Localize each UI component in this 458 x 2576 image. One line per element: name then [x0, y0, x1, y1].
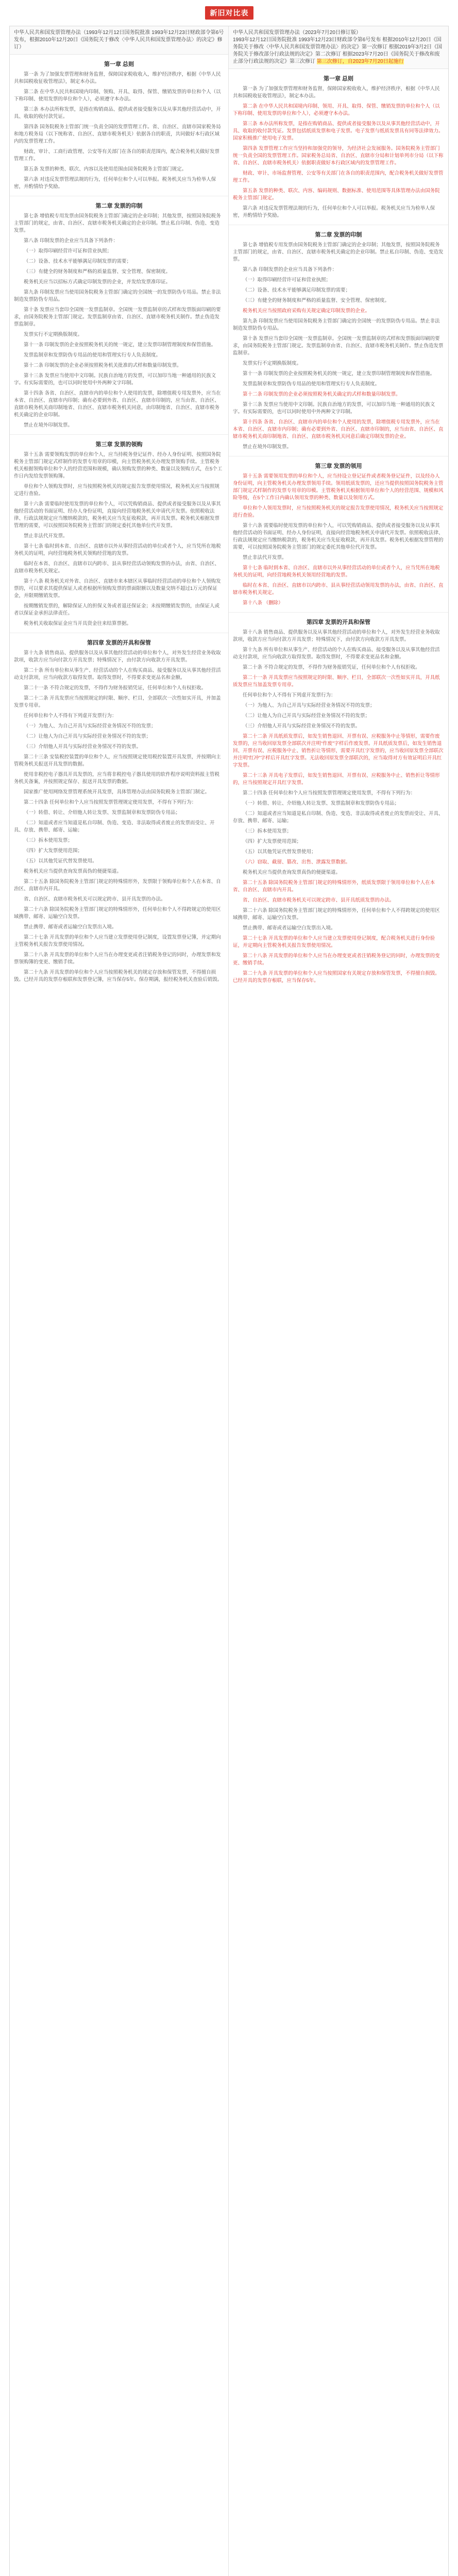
- right-article-paragraph: 第九条 印制发票应当使用国务院税务主管部门确定的全国统一的发票防伪专用品。禁止非法制造发票防伪专用品。: [233, 318, 440, 331]
- new-version-header: [229, 26, 448, 69]
- right-article-paragraph: 禁止在境外印制发票。: [243, 444, 292, 450]
- left-article-paragraph: 使用非税控电子器具开具发票的，应当将非税控电子器具使用的软件程序说明资料报主管税务机关备案，并按照规定保存、报送开具发票的数据。: [14, 772, 220, 785]
- right-article-paragraph: 第二十八条 开具发票的单位和个人应当在办理变更或者注销税务登记的同时，办理发票的变更、缴销手续。: [233, 953, 440, 966]
- left-article-paragraph: 第四条 国务院税务主管部门统一负责全国的发票管理工作。省、自治区、直辖市国家税务局和地方税务局（以下统称省、自治区、直辖市税务机关）依据各自的职责，共同做好本行政区域内的发票管理工作。: [14, 124, 221, 144]
- left-chapter: [10, 196, 228, 434]
- left-article-paragraph: 任何单位和个人不得有下列虚开发票行为：: [24, 713, 117, 719]
- left-chapter-title: 第一章 总则: [104, 61, 134, 67]
- right-article-paragraph: （三）介绍他人开具与实际经营业务情况不符的发票。: [243, 723, 361, 729]
- left-article-paragraph: 第十九条 销售商品、提供服务以及从事其他经营活动的单位和个人，对外发生经营业务收取款项，收款方应当向付款方开具发票；特殊情况下，由付款方向收款方开具发票。: [14, 650, 221, 663]
- right-article-paragraph: 发票实行不定期换版制度。: [243, 361, 302, 366]
- right-article-paragraph: （二）设备、技术水平能够满足印制发票的需要；: [243, 287, 351, 293]
- left-article-paragraph: 禁止携带、邮寄或者运输空白发票出入境。: [24, 924, 117, 930]
- left-chapter-title: 第三章 发票的领购: [95, 442, 143, 448]
- right-article-paragraph: （三）有健全的财务制度和严格的质量监督、安全管理、保密制度。: [243, 298, 390, 303]
- left-article-paragraph: 第十三条 发票应当使用中文印制。民族自治地方的发票，可以加印当地一种通用的民族文字。有实际需要的，也可以同时使用中外两种文字印制。: [14, 373, 216, 386]
- right-article-paragraph: 第一条 为了加强发票管理和财务监督，保障国家税收收入，维护经济秩序，根据《中华人民共和国税收征收管理法》，制定本办法。: [233, 86, 440, 99]
- left-article-paragraph: 第三条 本办法所称发票，是指在购销商品、提供或者接受服务以及从事其他经营活动中，开具、收取的收付款凭证。: [14, 107, 221, 120]
- left-article-paragraph: （一）为他人、为自己开具与实际经营业务情况不符的发票；: [24, 723, 156, 729]
- right-article-paragraph: 第二十四条 任何单位和个人应当按照发票管理规定使用发票，不得有下列行为：: [243, 790, 416, 796]
- right-article-paragraph: 第十四条 各省、自治区、直辖市内的单位和个人使用的发票，除增值税专用发票外，应当在本省、自治区、直辖市内印制；确有必要到外省、自治区、直辖市印制的，应当由省、自治区、直辖市税务机关商印制地省、自治区、直辖市税务机关同意后确定印制发票的企业。: [233, 419, 444, 439]
- left-article-paragraph: 第十四条 各省、自治区、直辖市内的单位和个人使用的发票，除增值税专用发票外，应当在本省、自治区、直辖市内印制；确有必要到外省、自治区、直辖市印制的，应当由省、自治区、直辖市税务机关商印制地省、自治区、直辖市税务机关同意，由印制地省、自治区、直辖市税务机关确定的企业印制。: [14, 391, 221, 418]
- new-version-column: [229, 26, 448, 2576]
- right-article-paragraph: 第四条 发票管理工作应当坚持和加强党的领导，为经济社会发展服务。国务院税务主管部门统一负责全国的发票管理工作。国家税务总局省、自治区、直辖市分局和计划单列市分局（以下称省、自治区、直辖市税务机关）依据职责做好本行政区域内的发票管理工作。: [233, 146, 444, 166]
- right-article-paragraph: （一）为他人、为自己开具与实际经营业务情况不符的发票；: [243, 703, 375, 708]
- left-article-paragraph: 第二十一条 不符合规定的发票，不得作为财务报销凭证，任何单位和个人有权拒收。: [24, 685, 207, 691]
- left-article-paragraph: 禁止在境外印制发票。: [24, 422, 73, 428]
- right-article-paragraph: （六）窃取、截留、篡改、出售、泄露发票数据。: [243, 859, 351, 865]
- left-article-paragraph: 第六条 对违反发票管理法规的行为，任何单位和个人可以举报。税务机关应当为检举人保密，并酌情给予奖励。: [14, 177, 216, 190]
- right-chapter: [229, 456, 448, 612]
- left-article-paragraph: 第二十八条 开具发票的单位和个人应当在办理变更或者注销税务登记的同时，办理发票和发票领购簿的变更、缴销手续。: [14, 952, 221, 965]
- left-article-paragraph: （一）转借、转让、介绍他人转让发票、发票监制章和发票防伪专用品；: [24, 810, 181, 816]
- left-article-paragraph: （二）让他人为自己开具与实际经营业务情况不符的发票；: [24, 734, 151, 739]
- left-article-paragraph: 第二十五条 除国务院税务主管部门规定的特殊情形外，发票限于领购单位和个人在本省、自治区、直辖市内开具。: [14, 879, 221, 892]
- left-chapter: [10, 55, 228, 196]
- right-article-paragraph: 第二十一条 开具发票应当按照规定的时限、顺序、栏目，全部联次一次性如实开具，开具纸质发票应当加盖发票专用章。: [233, 675, 440, 688]
- right-article-paragraph: （四）扩大发票使用范围；: [243, 839, 302, 844]
- left-article-paragraph: 税务机关应当以招标方式确定印制发票的企业，并发给发票准印证。: [24, 279, 171, 285]
- left-article-paragraph: （二）知道或者应当知道是私自印制、伪造、变造、非法取得或者废止的发票而受让、开具、存放、携带、邮寄、运输；: [14, 820, 215, 833]
- right-chapter: [229, 225, 448, 456]
- left-article-paragraph: 第五条 发票的种类、联次、内容以及使用范围由国务院税务主管部门规定。: [24, 166, 187, 172]
- old-version-column: [10, 26, 229, 2576]
- old-version-header: 中华人民共和国发票管理办法（1993年12月12日国务院批准 1993年12月23日财政部令第6号发布，根据2010年12月20日《国务院关于修改〈中华人民共和国发票管理办法〉的决定》修订）: [10, 26, 228, 55]
- left-article-paragraph: 第二十三条 安装税控装置的单位和个人，应当按照规定使用税控装置开具发票，并按期向主管税务机关报送开具发票的数据。: [14, 754, 221, 767]
- left-article-paragraph: （四）扩大发票使用范围；: [24, 848, 83, 854]
- right-article-paragraph: 禁止非法代开发票。: [243, 555, 287, 561]
- left-article-paragraph: 第十条 发票应当套印全国统一发票监制章。全国统一发票监制章的式样和发票版面印刷的要求，由国务院税务主管部门规定。发票监制章由省、自治区、直辖市税务机关制作。禁止伪造发票监制章。: [14, 307, 221, 327]
- comparison-banner: 新旧对比表: [205, 6, 253, 20]
- left-article-paragraph: 第二十九条 开具发票的单位和个人应当按照税务机关的规定存放和保管发票，不得擅自损毁。已经开具的发票存根联和发票登记簿，应当保存5年。保存期满，报经税务机关查验后销毁。: [14, 970, 223, 982]
- left-article-paragraph: 按期缴销发票的，解除保证人的担保义务或者退还保证金；未按期缴销发票的，由保证人或者以保证金承担法律责任。: [14, 603, 220, 616]
- right-article-paragraph: 第二十三条 开具电子发票后，如发生销售退回、开票有误、应税服务中止、销售折让等情形的，应当按照规定开具红字发票。: [233, 773, 440, 786]
- left-chapter: [10, 633, 228, 989]
- right-chapter-title: 第二章 发票的印制: [315, 232, 362, 238]
- right-article-paragraph: 第二十二条 开具纸质发票后，如发生销售退回、开票有误、应税服务中止等情形，需要作废发票的，应当收回原发票全部联次并注明“作废”字样后作废发票。开具纸质发票后，如发生销售退回、开票有误、应税服务中止、销售折让等情形，需要开具红字发票的，应当收回原发票全部联次并注明“红冲”字样后开具红字发票。无法收回原发票全部联次的，应当取得对方有效证明后开具红字发票。: [233, 734, 444, 768]
- left-article-paragraph: 第十八条 税务机关对外省、自治区、直辖市来本辖区从事临时经营活动的单位和个人领购发票的，可以要求其提供保证人或者根据所领购发票的票面限额以及数量交纳不超过1万元的保证金，并限期缴销发票。: [14, 579, 221, 599]
- right-chapter-title: 第一章 总则: [323, 76, 354, 82]
- right-chapter: [229, 612, 448, 990]
- right-article-paragraph: 禁止携带、邮寄或者运输空白发票出入境。: [243, 925, 336, 931]
- left-chapter-title: 第四章 发票的开具和保管: [87, 640, 151, 646]
- left-article-paragraph: 第二条 在中华人民共和国境内印制、领购、开具、取得、保管、缴销发票的单位和个人（以下称印制、使用发票的单位和个人），必须遵守本办法。: [14, 89, 221, 102]
- right-article-paragraph: 第二条 在中华人民共和国境内印制、领用、开具、取得、保管、缴销发票的单位和个人（以下称印制、使用发票的单位和个人），必须遵守本办法。: [233, 104, 440, 116]
- left-article-paragraph: （三）介绍他人开具与实际经营业务情况不符的发票。: [24, 744, 142, 750]
- right-article-paragraph: 任何单位和个人不得有下列虚开发票行为：: [243, 692, 336, 698]
- right-article-paragraph: 临时在本省、自治区、直辖市以内跨市、县从事经营活动领用发票的办法，由省、自治区、直辖市税务机关规定。: [233, 583, 444, 596]
- right-article-paragraph: 税务机关应当提供查询发票真伪的便捷渠道。: [243, 870, 341, 875]
- right-article-paragraph: （二）知道或者应当知道是私自印制、伪造、变造、非法取得或者废止的发票而受让、开具、存放、携带、邮寄、运输；: [233, 811, 444, 824]
- left-article-paragraph: 财政、审计、工商行政管理、公安等有关部门在各自的职责范围内，配合税务机关做好发票管理工作。: [14, 149, 220, 162]
- right-article-paragraph: 第十一条 印制发票的企业按照税务机关的统一规定，建立发票印制管理制度和保管措施。: [243, 371, 435, 377]
- left-chapter: [10, 434, 228, 633]
- left-article-paragraph: 第十六条 需要临时使用发票的单位和个人，可以凭购销商品、提供或者接受服务以及从事其他经营活动的书面证明、经办人身份证明，直接向经营地税务机关申请代开发票。依照税收法律、行政法规规定应当缴纳税款的，税务机关应当先征收税款，再开具发票。税务机关根据发票管理的需要，可以按照国务院税务主管部门的规定委托其他单位代开发票。: [14, 501, 221, 529]
- left-article-paragraph: 第二十四条 任何单位和个人应当按照发票管理规定使用发票，不得有下列行为：: [24, 800, 197, 805]
- right-article-paragraph: （五）以其他凭证代替发票使用；: [243, 849, 316, 855]
- right-article-paragraph: 单位和个人领用发票时，应当按照税务机关的规定报告发票使用情况，税务机关应当按照规定进行查验。: [233, 505, 444, 518]
- left-article-paragraph: （二）设备、技术水平能够满足印制发票的需要；: [24, 259, 132, 264]
- right-article-paragraph: 财政、审计、市场监督管理、公安等有关部门在各自的职责范围内，配合税务机关做好发票管理工作。: [233, 171, 444, 183]
- right-article-paragraph: 第十条 发票应当套印全国统一发票监制章。全国统一发票监制章的式样和发票版面印刷的要求，由国务院税务主管部门规定。发票监制章由省、自治区、直辖市税务机关制作。禁止伪造发票监制章。: [233, 336, 444, 356]
- right-article-paragraph: 第十八条 （删除）: [243, 600, 283, 606]
- left-chapter-title: 第二章 发票的印制: [95, 203, 143, 209]
- right-article-paragraph: （一）取得印刷经营许可证和营业执照；: [243, 277, 331, 283]
- right-article-paragraph: 第十五条 需要领用发票的单位和个人，应当持设立登记证件或者税务登记证件，以及经办人身份证明，向主管税务机关办理发票领用手续。领用纸质发票的，还应当提供按照国务院税务主管部门规定式样制作的发票专用章的印模。主管税务机关根据领用单位和个人的经营范围、规模和风险等级，在5个工作日内确认领用发票的种类、数量以及领用方式。: [233, 473, 444, 501]
- left-article-paragraph: 第八条 印制发票的企业应当具备下列条件：: [24, 238, 118, 244]
- right-article-paragraph: 第七条 增值税专用发票由国务院税务主管部门确定的企业印制；其他发票，按照国务院税务主管部门的规定，由省、自治区、直辖市税务机关确定的企业印制。禁止私自印制、伪造、变造发票。: [233, 242, 444, 262]
- right-chapter-title: 第三章 发票的领用: [315, 463, 362, 469]
- left-article-paragraph: 第二十七条 开具发票的单位和个人应当建立发票使用登记制度，设置发票登记簿，并定期向主管税务机关报告发票使用情况。: [14, 935, 221, 947]
- left-article-paragraph: 省、自治区、直辖市税务机关可以规定跨市、县开具发票的办法。: [24, 896, 166, 902]
- left-article-paragraph: 税务机关收取保证金应当开具资金往来结算票据。: [24, 621, 132, 626]
- left-article-paragraph: 单位和个人领购发票时，应当按照税务机关的规定报告发票使用情况，税务机关应当按照规定进行查验。: [14, 484, 220, 497]
- right-article-paragraph: 第二十七条 开具发票的单位和个人应当建立发票使用登记制度，配合税务机关进行身份验证，并定期向主管税务机关报告发票使用情况。: [233, 936, 435, 948]
- left-article-paragraph: 第九条 印制发票应当使用国务院税务主管部门确定的全国统一的发票防伪专用品。禁止非法制造发票防伪专用品。: [14, 290, 221, 302]
- right-article-paragraph: 第十八条 销售商品、提供服务以及从事其他经营活动的单位和个人，对外发生经营业务收取款项，收款方应当向付款方开具发票；特殊情况下，由付款方向收款方开具发票。: [233, 630, 440, 642]
- right-article-paragraph: （三）拆本使用发票；: [243, 828, 292, 834]
- new-version-history: 1993年12月12日国务院批准 1993年12月23日财政部令第6号发布 根据2010年12月20日《国务院关于修改〈中华人民共和国发票管理办法〉的决定》第一次修订 根据2019年3月2日《国务院关于修改部分行政法规的决定》第二次修订 根据2023年7月20日《国务院关于修改和废止部分行政法规的决定》第三次修订: [233, 37, 443, 64]
- right-article-paragraph: 第五条 发票的种类、联次、内容、编码规则、数据标准、使用范围等具体管理办法由国务院税务主管部门规定。: [233, 188, 440, 201]
- right-article-paragraph: 第六条 对违反发票管理法规的行为，任何单位和个人可以举报。税务机关应当为检举人保密，并酌情给予奖励。: [233, 206, 435, 218]
- left-article-paragraph: （三）有健全的财务制度和严格的质量监督、安全管理、保密制度。: [24, 269, 171, 275]
- comparison-columns: [10, 26, 448, 2576]
- left-article-paragraph: （一）取得印刷经营许可证和营业执照；: [24, 248, 112, 254]
- left-article-paragraph: 第二十二条 开具发票应当按照规定的时限、顺序、栏目，全部联次一次性如实开具，并加盖发票专用章。: [14, 696, 221, 708]
- left-article-paragraph: （三）拆本使用发票；: [24, 838, 73, 843]
- right-article-paragraph: 第八条 印制发票的企业应当具备下列条件：: [243, 267, 337, 273]
- right-article-paragraph: （一）转借、转让、介绍他人转让发票、发票监制章和发票防伪专用品；: [243, 801, 400, 806]
- left-article-paragraph: 发票监制章和发票防伪专用品的使用和管理实行专人负责制度。: [24, 352, 161, 358]
- left-article-paragraph: 临时在本省、自治区、直辖市以内跨市、县从事经营活动领购发票的办法，由省、自治区、直辖市税务机关规定。: [14, 561, 220, 574]
- right-article-paragraph: 发票监制章和发票防伪专用品的使用和管理实行专人负责制度。: [243, 381, 380, 387]
- right-article-paragraph: 第二十五条 除国务院税务主管部门规定的特殊情形外，纸质发票限于领用单位和个人在本省、自治区、直辖市内开具。: [233, 880, 435, 893]
- right-article-paragraph: 第十七条 临时到本省、自治区、直辖市以外从事经营活动的单位或者个人，应当凭所在地税务机关的证明，向经营地税务机关领用经营地的发票。: [233, 565, 440, 578]
- left-article-paragraph: 发票实行不定期换版制度。: [24, 332, 83, 337]
- left-article-paragraph: 税务机关应当提供查询发票真伪的便捷渠道。: [24, 869, 122, 874]
- new-version-title: 中华人民共和国发票管理办法（2023年7月20日修订版）: [233, 30, 361, 36]
- left-article-paragraph: 国家推广使用网络发票管理系统开具发票，具体管理办法由国务院税务主管部门制定。: [24, 789, 210, 795]
- right-article-paragraph: 第三条 本办法所称发票，是指在购销商品、提供或者接受服务以及从事其他经营活动中，开具、收取的收付款凭证。发票包括纸质发票和电子发票。电子发票与纸质发票具有同等法律效力。国家积极推广使用电子发票。: [233, 121, 444, 141]
- right-article-paragraph: 省、自治区、直辖市税务机关可以规定跨市、县开具纸质发票的办法。: [243, 897, 395, 903]
- left-article-paragraph: 第十五条 需要领购发票的单位和个人，应当持税务登记证件、经办人身份证明、按照国务院税务主管部门规定式样制作的发票专用章的印模，向主管税务机关办理发票领购手续。主管税务机关根据领购单位和个人的经营范围和规模，确认领购发票的种类、数量以及领购方式，在5个工作日内发给发票领购簿。: [14, 452, 223, 479]
- right-chapter: [229, 69, 448, 225]
- left-article-paragraph: 第十一条 印制发票的企业按照税务机关的统一规定，建立发票印制管理制度和保管措施。: [24, 342, 216, 348]
- right-article-paragraph: 税务机关应当按照政府采购有关规定确定印制发票的企业。: [243, 308, 370, 314]
- left-article-paragraph: 第二十六条 除国务院税务主管部门规定的特殊情形外，任何单位和个人不得跨规定的使用区域携带、邮寄、运输空白发票。: [14, 907, 221, 920]
- right-article-paragraph: 第十六条 需要临时使用发票的单位和个人，可以凭购销商品、提供或者接受服务以及从事其他经营活动的书面证明、经办人身份证明，直接向经营地税务机关申请代开发票。依照税收法律、行政法规规定应当缴纳税款的，税务机关应当先征收税款，再开具发票。税务机关根据发票管理的需要，可以按照国务院税务主管部门的规定委托其他单位代开发票。: [233, 523, 444, 550]
- left-article-paragraph: 第一条 为了加强发票管理和财务监督，保障国家税收收入，维护经济秩序，根据《中华人民共和国税收征收管理法》，制定本办法。: [14, 72, 221, 84]
- right-article-paragraph: 第十九条 所有单位和从事生产、经营活动的个人在购买商品、接受服务以及从事其他经营活动支付款项，应当向收款方取得发票。取得发票时，不得要求变更品名和金额。: [233, 647, 440, 660]
- right-chapter-title: 第四章 发票的开具和保管: [306, 619, 371, 625]
- right-article-paragraph: 第二十六条 除国务院税务主管部门规定的特殊情形外，任何单位和个人不得跨规定的使用区域携带、邮寄、运输空白发票。: [233, 908, 440, 921]
- left-article-paragraph: 第七条 增值税专用发票由国务院税务主管部门确定的企业印制；其他发票，按照国务院税务主管部门的规定，由省、自治区、直辖市税务机关确定的企业印制。禁止私自印制、伪造、变造发票。: [14, 213, 221, 233]
- new-version-effective-note: 第三次修订，自2023年7月20日起施行: [316, 59, 404, 64]
- right-article-paragraph: 第二十九条 开具发票的单位和个人应当按照国家有关规定存放和保管发票，不得擅自损毁。已经开具的发票存根联，应当保存5年。: [233, 971, 440, 984]
- left-article-paragraph: 第十七条 临时到本省、自治区、直辖市以外从事经营活动的单位或者个人，应当凭所在地税务机关的证明，向经营地税务机关领购经营地的发票。: [14, 544, 221, 556]
- left-article-paragraph: （五）以其他凭证代替发票使用。: [24, 858, 97, 864]
- left-article-paragraph: 第二十条 所有单位和从事生产、经营活动的个人在购买商品、接受服务以及从事其他经营活动支付款项，应当向收款方取得发票。取得发票时，不得要求变更品名和金额。: [14, 668, 221, 681]
- right-article-paragraph: 第二十条 不符合规定的发票，不得作为财务报销凭证，任何单位和个人有权拒收。: [243, 665, 420, 670]
- left-article-paragraph: 第十二条 印制发票的企业必须按照税务机关批准的式样和数量印制发票。: [24, 363, 182, 368]
- right-article-paragraph: 第十二条 印制发票的企业必须按照税务机关确定的式样和数量印制发票。: [243, 392, 401, 397]
- right-article-paragraph: 第十三条 发票应当使用中文印制。民族自治地方的发票，可以加印当地一种通用的民族文字。有实际需要的，也可以同时使用中外两种文字印制。: [233, 402, 435, 415]
- left-article-paragraph: 禁止非法代开发票。: [24, 533, 68, 539]
- comparison-table: [9, 26, 449, 2576]
- right-article-paragraph: （二）让他人为自己开具与实际经营业务情况不符的发票；: [243, 713, 370, 719]
